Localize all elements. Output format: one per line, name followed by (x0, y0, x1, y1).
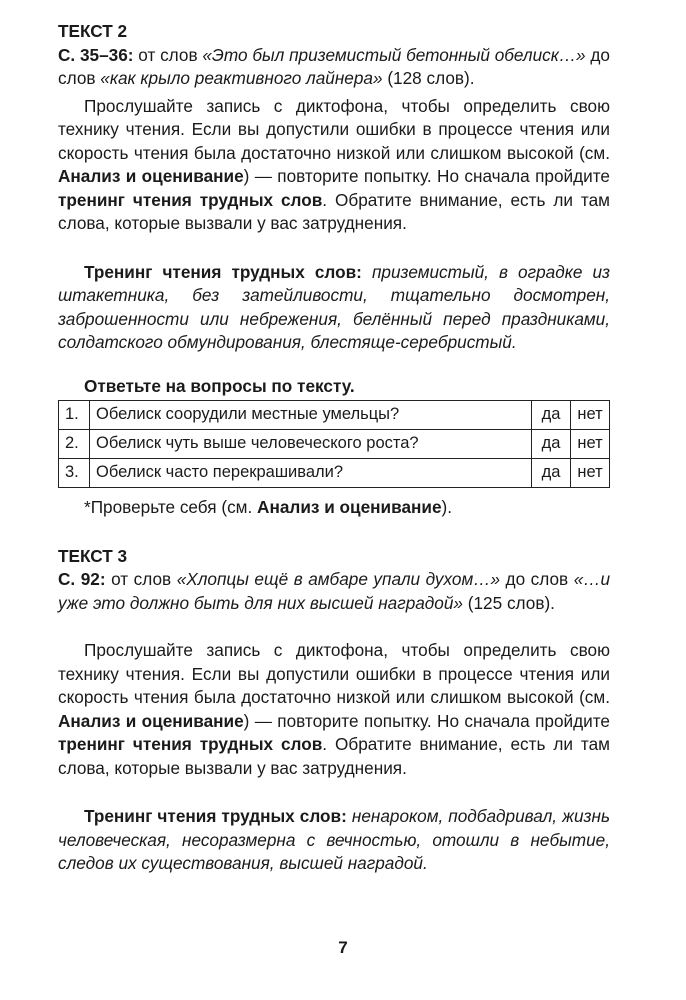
text3-instructions (58, 639, 610, 780)
text2-ref-count: (128 слов). (382, 68, 475, 88)
text2-instr-bold1: Анализ и оценивание (58, 166, 244, 186)
text3-instr-bold1: Анализ и оценивание (58, 710, 244, 731)
text2-instructions (58, 95, 610, 236)
text3-instr-bold2: тренинг чтения трудных слов (58, 734, 323, 754)
text2-ref-start-quote: «Это был приземистый бетонный обелиск…» (202, 44, 586, 65)
question-number: 2. (59, 430, 90, 459)
check-yourself (58, 496, 610, 520)
text2-ref-to: до слов (58, 44, 610, 88)
text3-instr-part3: . Обратите внимание, есть ли там слова, которые вызвали у вас затруднения. (58, 734, 610, 778)
document-page (58, 20, 610, 876)
text3-instr-part2: ) — повторите попытку. Но сначала пройдите (243, 710, 610, 731)
text2-ref-end-quote: «как крыло реактивного лайнера» (100, 68, 383, 88)
page-number: 7 (338, 938, 348, 957)
text3-reference (58, 568, 610, 615)
question-answer-yes[interactable]: да (532, 401, 571, 430)
question-row (59, 430, 610, 459)
text3-training-label: Тренинг чтения трудных слов: (84, 806, 347, 826)
text2-instr-part2: ) — повторите попытку. Но сначала пройдите (243, 166, 610, 186)
text2-ref-from: от слов (133, 44, 203, 65)
question-text: Обелиск соорудили местные умельцы? (90, 401, 532, 430)
text2-training-words: приземистый, в оградке из штакетника, без затейливости, тщательно досмотрен, заброшенности или небрежения, белённый перед праздниками, солдатского обмундирования, блестяще-серебристый. (58, 261, 610, 352)
text3-ref-end-quote: «…и уже это должно быть для них высшей наградой» (58, 569, 611, 613)
question-row (59, 459, 610, 488)
question-row (59, 401, 610, 430)
check-suffix: ). (441, 497, 453, 517)
text3-ref-count: (125 слов). (463, 592, 555, 613)
text3-ref-from: от слов (105, 569, 177, 589)
question-answer-no[interactable]: нет (571, 459, 610, 488)
text2-ref-pages: С. 35–36: (58, 44, 134, 65)
text2-training-label: Тренинг чтения трудных слов: (84, 261, 362, 282)
text3-ref-pages: С. 92: (58, 569, 106, 589)
questions-table (58, 400, 610, 488)
question-number: 3. (59, 459, 90, 488)
text2-instr-part1: Прослушайте запись с диктофона, чтобы определить свою технику чтения. Если вы допустили ошибки в процессе чтения или скорость чтения была достаточно низкой или слишком высокой (см. (58, 95, 610, 163)
text3-ref-start-quote: «Хлопцы ещё в амбаре упали духом…» (176, 569, 501, 589)
text2-training (58, 261, 610, 355)
text3-training-words: ненароком, подбадривал, жизнь человеческая, несоразмерна с вечностью, отошли в небытие, следов их существования, высшей наградой. (58, 806, 610, 873)
text2-instr-part3: . Обратите внимание, есть ли там слова, которые вызвали у вас затруднения. (58, 189, 610, 233)
question-text: Обелиск часто перекрашивали? (90, 459, 532, 488)
check-bold: Анализ и оценивание (257, 497, 442, 517)
text3-instr-part1: Прослушайте запись с диктофона, чтобы определить свою технику чтения. Если вы допустили ошибки в процессе чтения или скорость чтения была достаточно низкой или слишком высокой (см. (58, 640, 610, 707)
question-answer-no[interactable]: нет (571, 401, 610, 430)
check-prefix: *Проверьте себя (см. (84, 497, 258, 517)
text3-heading: ТЕКСТ 3 (58, 545, 128, 566)
questions-heading: Ответьте на вопросы по тексту. (84, 375, 355, 396)
question-answer-yes[interactable]: да (532, 459, 571, 488)
text2-instr-bold2: тренинг чтения трудных слов (58, 189, 323, 210)
question-answer-no[interactable]: нет (571, 430, 610, 459)
text2-heading: ТЕКСТ 2 (58, 21, 128, 41)
text3-ref-to: до слов (500, 569, 574, 589)
question-answer-yes[interactable]: да (532, 430, 571, 459)
text3-training (58, 805, 610, 876)
question-text: Обелиск чуть выше человеческого роста? (90, 430, 532, 459)
text2-reference (58, 44, 610, 91)
question-number: 1. (59, 401, 90, 430)
